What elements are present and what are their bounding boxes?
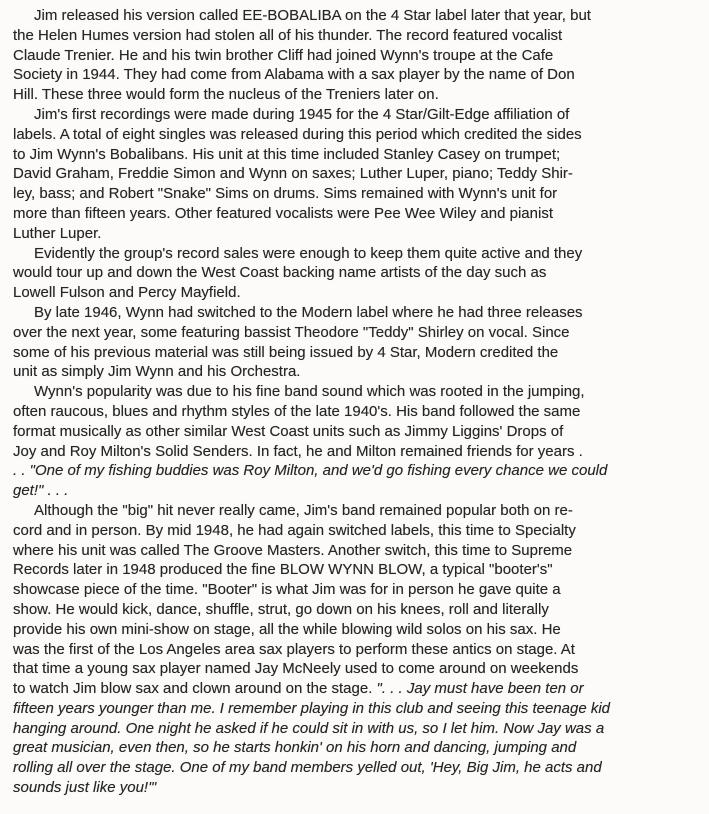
text-line: Although the "big" hit never really came, Jim's band remained popular both on re- [34,501,573,519]
text-line: Jim's first recordings were made during 1945 for the 4 Star/Gilt-Edge affiliation of [34,105,570,123]
text-line: By late 1946, Wynn had switched to the Modern label where he had three releases [34,303,583,321]
text-line: was the first of the Los Angeles area sax players to perform these antics on stage. At [13,640,575,658]
text-line: that time a young sax player named Jay McNeely used to come around on weekends [13,660,579,678]
text-line-quote: . . "One of my fishing buddies was Roy Milton, and we'd go fishing every chance we could [13,462,608,480]
text-line: to Jim Wynn's Bobalibans. His unit at this time included Stanley Casey on trumpet; [13,145,561,163]
text-line: would tour up and down the West Coast backing name artists of the day such as [13,264,547,282]
text-line: Evidently the group's record sales were enough to keep them quite active and they [34,244,583,262]
text-line: over the next year, some featuring bassist Theodore "Teddy" Shirley on vocal. Since [13,323,570,341]
paragraph-1 [13,6,699,105]
text-line: Jim released his version called EE-BOBALIBA on the 4 Star label later that year, but [34,7,591,24]
text-line: some of his previous material was still being issued by 4 Star, Modern credited the [13,343,559,361]
text-line-quote: sounds just like you!'" [13,779,157,797]
text-line: ley, bass; and Robert "Snake" Sims on drums. Sims remained with Wynn's unit for [13,185,558,203]
paragraph-3 [13,244,699,303]
text-segment: to watch Jim blow sax and clown around on the stage. [13,680,377,698]
text-line: Records later in 1948 produced the fine BLOW WYNN BLOW, a typical "booter's" [13,561,553,579]
text-line-quote: get!" . . . [13,482,69,500]
paragraph-2 [13,105,699,244]
paragraph-4 [13,303,699,382]
text-line-quote: hanging around. One night he asked if he could sit in with us, so I let him. Now Jay was a [13,719,605,737]
text-line: show. He would kick, dance, shuffle, strut, go down on his knees, roll and literally [13,600,549,618]
text-line-mixed [13,679,699,699]
text-line: cord and in person. By mid 1948, he had again switched labels, this time to Specialty [13,521,576,539]
text-line: Joy and Roy Milton's Solid Senders. In fact, he and Milton remained friends for years . [13,442,583,460]
text-line: the Helen Humes version had stolen all of his thunder. The record featured vocalist [13,26,563,44]
text-line: Lowell Fulson and Percy Mayfield. [13,284,241,302]
text-line: labels. A total of eight singles was released during this period which credited the sides [13,125,582,143]
text-line: format musically as other similar West Coast units such as Jimmy Liggins' Drops of [13,422,564,440]
text-line: showcase piece of the time. "Booter" is what Jim was for in person he gave quite a [13,581,561,599]
text-line: unit as simply Jim Wynn and his Orchestra. [13,363,301,381]
paragraph-6 [13,501,699,798]
text-segment-quote: ". . . Jay must have been ten or [376,680,584,698]
text-line: more than fifteen years. Other featured vocalists were Pee Wee Wiley and pianist [13,204,553,222]
text-line: Claude Trenier. He and his twin brother Cliff had joined Wynn's troupe at the Cafe [13,46,554,64]
text-line: where his unit was called The Groove Masters. Another switch, this time to Supreme [13,541,573,559]
text-line-quote: rolling all over the stage. One of my band members yelled out, 'Hey, Big Jim, he acts and [13,759,602,777]
text-line: Society in 1944. They had come from Alabama with a sax player by the name of Don [13,66,575,84]
text-line: often raucous, blues and rhythm styles of the late 1940's. His band followed the same [13,402,581,420]
text-line-quote: great musician, even then, so he starts honkin' on his horn and dancing, jumping and [13,739,577,757]
text-line: David Graham, Freddie Simon and Wynn on saxes; Luther Luper, piano; Teddy Shir- [13,165,573,183]
text-line: Wynn's popularity was due to his fine band sound which was rooted in the jumping, [34,383,585,401]
text-line: Luther Luper. [13,224,102,242]
paragraph-5 [13,382,699,501]
text-line-quote: fifteen years younger than me. I remember playing in this club and seeing this teenage kid [13,699,611,717]
text-line: Hill. These three would form the nucleus of the Treniers later on. [13,86,439,104]
text-line: provide his own mini-show on stage, all the while blowing wild solos on his sax. He [13,620,561,638]
